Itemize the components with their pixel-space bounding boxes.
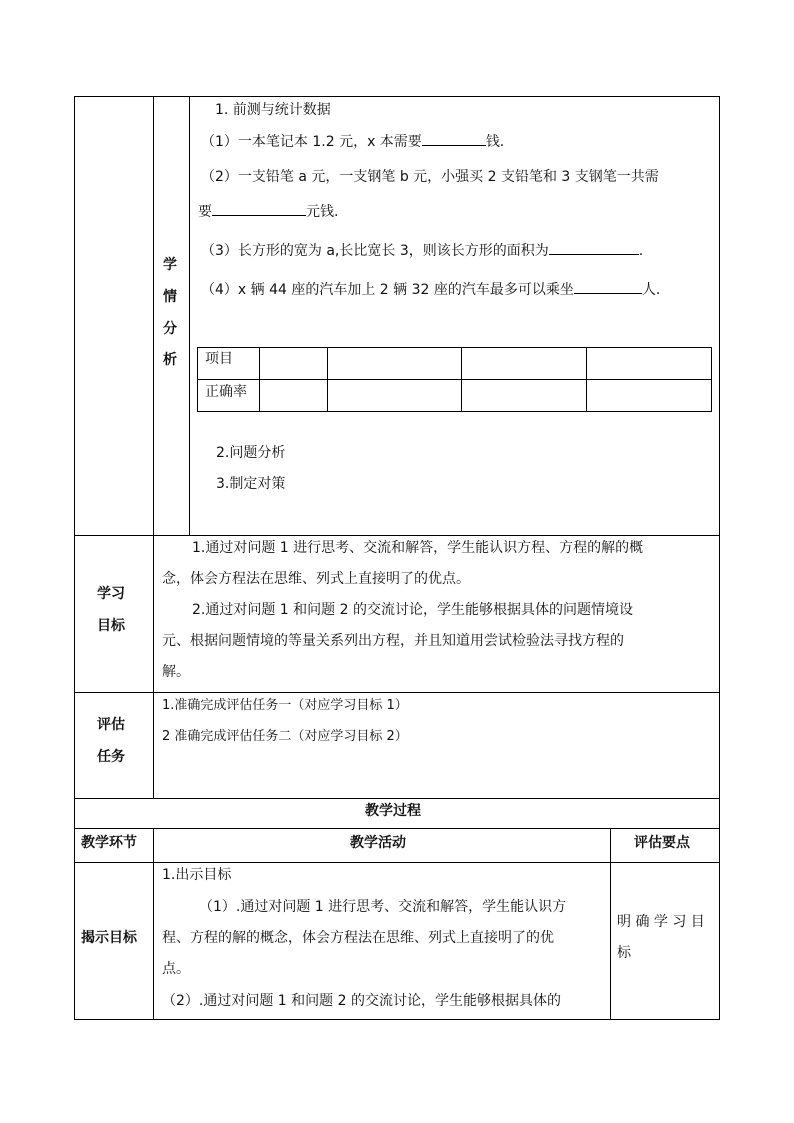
assessment-label: 任务 [97,749,125,765]
question-1-suffix: 钱. [485,134,505,150]
col-header-evaluation: 评估要点 [634,835,690,851]
question-2-suffix: 元钱. [306,204,339,220]
goal-2-line: 解。 [162,664,190,680]
activity-line: 点。 [162,961,190,977]
goal-1-line: 1.通过对问题 1 进行思考、交流和解答，学生能认识方程、方程的解的概 [192,540,644,556]
problem-analysis: 2.问题分析 [216,445,286,461]
activity-line: 1.出示目标 [162,867,232,883]
answer-blank [422,131,486,146]
question-3-text: （3）长方形的宽为 a,长比宽长 3，则该长方形的面积为 [201,243,549,259]
goals-label: 目标 [97,618,125,634]
goal-2-line: 元、根据问题情境的等量关系列出方程，并且知道用尝试检验法寻找方程的 [162,633,624,649]
assessment-task: 1.准确完成评估任务一（对应学习目标 1） [162,698,408,713]
goal-2-line: 2.通过对问题 1 和问题 2 的交流讨论，学生能够根据具体的问题情境设 [192,602,633,618]
assessment-task: 2 准确完成评估任务二（对应学习目标 2） [162,729,408,744]
activity-line: （2）.通过对问题 1 和问题 2 的交流讨论，学生能够根据具体的 [162,993,561,1009]
process-title: 教学过程 [365,803,421,819]
goals-label: 学习 [97,586,125,602]
activity-line: 程、方程的解的概念，体会方程法在思维、列式上直接明了的优 [162,930,554,946]
assessment-label: 评估 [97,717,125,733]
goal-1-line: 念，体会方程法在思维、列式上直接明了的优点。 [162,571,470,587]
stats-row-label: 正确率 [205,384,247,400]
question-2-line2 [198,201,338,221]
strategy: 3.制定对策 [216,476,286,492]
question-4-text: （4）x 辆 44 座的汽车加上 2 辆 32 座的汽车最多可以乘坐 [201,282,574,298]
evaluation-point: 明 确 学 习 目 [617,914,705,930]
question-3-suffix: . [638,243,644,259]
col-header-activity: 教学活动 [350,835,406,851]
situation-label-char: 析 [163,352,177,368]
question-3 [201,240,643,260]
col-header-stage: 教学环节 [81,835,137,851]
question-1-text: （1）一本笔记本 1.2 元，x 本需要 [201,134,422,150]
stats-row-label: 项目 [205,351,233,367]
question-2-prefix: 要 [198,204,212,220]
situation-label-char: 情 [163,289,177,305]
situation-label-char: 分 [163,321,177,337]
answer-blank [212,201,306,216]
answer-blank [549,240,639,255]
question-2-line1: （2）一支铅笔 a 元，一支钢笔 b 元，小强买 2 支铅笔和 3 支钢笔一共需 [201,169,659,185]
activity-line: （1）.通过对问题 1 进行思考、交流和解答，学生能认识方 [199,899,567,915]
evaluation-point: 标 [617,945,631,961]
answer-blank [574,279,642,294]
question-4 [201,279,660,299]
question-4-suffix: 人. [641,282,661,298]
question-1 [201,131,504,151]
situation-label-char: 学 [163,257,177,273]
stage-name: 揭示目标 [81,930,137,946]
pretest-heading: 1. 前测与统计数据 [215,102,331,118]
